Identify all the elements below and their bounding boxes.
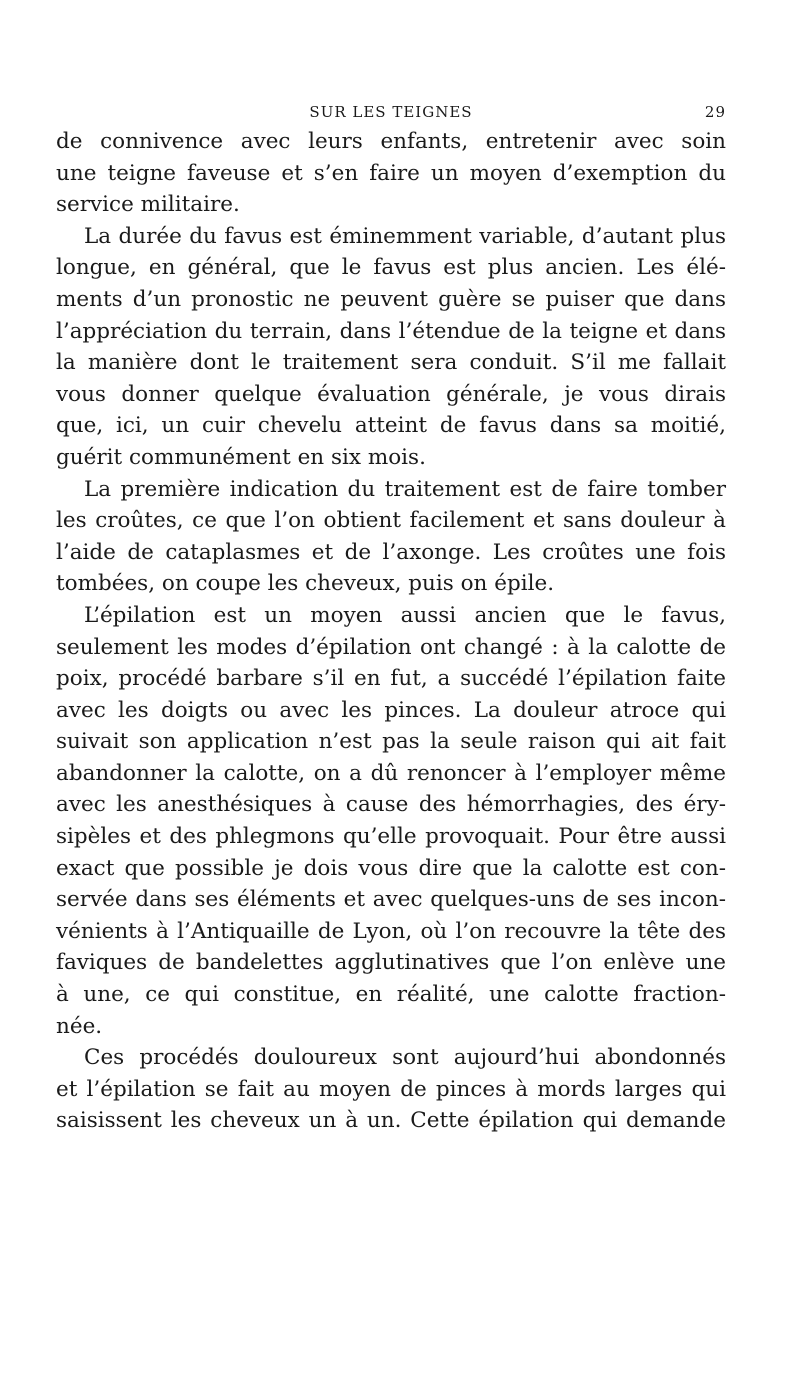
text-line: née. [56, 1013, 103, 1039]
text-line: seulement les modes d’épilation ont changé : à la calotte de [56, 634, 726, 660]
text-line: faviques de bandelettes agglutinatives que l’on enlève une [56, 950, 726, 976]
text-line: avec les doigts ou avec les pinces. La douleur atroce qui [56, 697, 726, 723]
page-number: 29 [704, 103, 726, 121]
text-line: que, ici, un cuir chevelu atteint de favus dans sa moitié, [56, 413, 726, 439]
text-line: la manière dont le traitement sera conduit. S’il me fallait [56, 350, 726, 376]
text-line: l’appréciation du terrain, dans l’étendue de la teigne et dans [56, 318, 726, 344]
text-line: servée dans ses éléments et avec quelques-uns de ses incon- [56, 887, 726, 913]
text-line: L’épilation est un moyen aussi ancien que le favus, [84, 602, 726, 628]
running-head [56, 103, 726, 123]
text-line: La durée du favus est éminemment variable, d’autant plus [84, 223, 726, 249]
text-line: de connivence avec leurs enfants, entretenir avec soin [56, 129, 726, 154]
text-line: vénients à l’Antiquaille de Lyon, où l’on recouvre la tête des [56, 918, 726, 944]
text-line: saisissent les cheveux un à un. Cette épilation qui demande [56, 1108, 726, 1134]
text-line: exact que possible je dois vous dire que la calotte est con- [56, 855, 726, 881]
running-title: SUR LES TEIGNES [309, 103, 473, 121]
body-text [56, 126, 726, 1137]
text-line: poix, procédé barbare s’il en fut, a succédé l’épilation faite [56, 666, 726, 692]
text-line: l’aide de cataplasmes et de l’axonge. Les croûtes une fois [56, 539, 726, 565]
text-line: La première indication du traitement est de faire tomber [84, 476, 726, 502]
text-line: longue, en général, que le favus est plus ancien. Les élé- [56, 255, 726, 281]
text-line: tombées, on coupe les cheveux, puis on épile. [56, 571, 555, 597]
text-line: ments d’un pronostic ne peuvent guère se puiser que dans [56, 286, 726, 312]
text-line: une teigne faveuse et s’en faire un moyen d’exemption du [56, 160, 726, 186]
text-line: sipèles et des phlegmons qu’elle provoquait. Pour être aussi [56, 824, 726, 850]
text-line: les croûtes, ce que l’on obtient facilement et sans douleur à [56, 508, 726, 534]
text-line: et l’épilation se fait au moyen de pinces à mords larges qui [56, 1076, 726, 1102]
text-line: vous donner quelque évaluation générale, je vous dirais [56, 381, 726, 407]
text-line: abandonner la calotte, on a dû renoncer à l’employer même [56, 760, 726, 786]
text-line: Ces procédés douloureux sont aujourd’hui abondonnés [84, 1045, 726, 1071]
text-line: suivait son application n’est pas la seule raison qui ait fait [56, 729, 726, 755]
text-line: à une, ce qui constitue, en réalité, une calotte fraction- [56, 982, 726, 1008]
text-line: service militaire. [56, 192, 240, 218]
text-line: avec les anesthésiques à cause des hémorrhagies, des éry- [56, 792, 726, 818]
text-line: guérit communément en six mois. [56, 444, 426, 470]
